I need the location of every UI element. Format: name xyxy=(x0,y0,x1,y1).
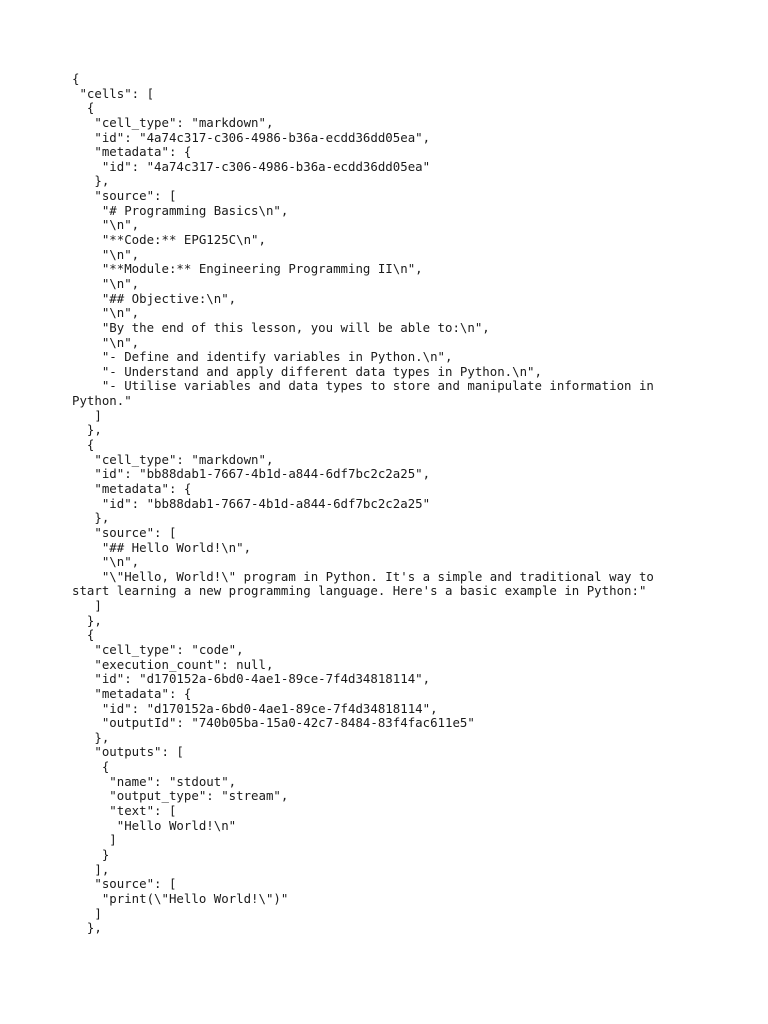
document-line: "id": "bb88dab1-7667-4b1d-a844-6df7bc2c2a25" xyxy=(72,495,431,511)
document-line: "print(\"Hello World!\")" xyxy=(72,890,289,906)
document-line: ] xyxy=(72,407,102,423)
document-line: "source": [ xyxy=(72,876,177,892)
document-line: "cell_type": "markdown", xyxy=(72,451,274,467)
document-line: "source": [ xyxy=(72,524,177,540)
document-line: { xyxy=(72,437,95,453)
document-line: "name": "stdout", xyxy=(72,773,237,789)
document-line: "cells": [ xyxy=(72,85,155,101)
document-line: Python." xyxy=(72,393,132,409)
document-line: }, xyxy=(72,510,110,526)
document-line: "metadata": { xyxy=(72,685,192,701)
document-line: { xyxy=(72,71,80,86)
document-line: "text": [ xyxy=(72,803,177,819)
document-line: }, xyxy=(72,173,110,189)
document-line: "outputs": [ xyxy=(72,744,184,760)
document-line: "output_type": "stream", xyxy=(72,788,289,804)
document-line: "cell_type": "markdown", xyxy=(72,114,274,130)
document-line: "\n", xyxy=(72,275,140,291)
document-line: "metadata": { xyxy=(72,144,192,160)
document-line: "# Programming Basics\n", xyxy=(72,202,289,218)
document-line: "\n", xyxy=(72,217,140,233)
document-line: "**Module:** Engineering Programming II\n", xyxy=(72,261,423,277)
notebook-json-document xyxy=(72,72,672,936)
document-line: "id": "bb88dab1-7667-4b1d-a844-6df7bc2c2a25", xyxy=(72,466,431,482)
document-line: "outputId": "740b05ba-15a0-42c7-8484-83f4fac611e5" xyxy=(72,715,475,731)
document-line: "## Objective:\n", xyxy=(72,290,237,306)
document-line: "By the end of this lesson, you will be able to:\n", xyxy=(72,319,490,335)
document-line: "metadata": { xyxy=(72,480,192,496)
document-line: ] xyxy=(72,905,102,921)
document-line: } xyxy=(72,846,110,862)
document-line: "execution_count": null, xyxy=(72,656,274,672)
document-line: "\n", xyxy=(72,334,140,350)
document-line: "id": "d170152a-6bd0-4ae1-89ce-7f4d34818114", xyxy=(72,700,438,716)
document-line: "Hello World!\n" xyxy=(72,817,237,833)
document-line: "- Understand and apply different data types in Python.\n", xyxy=(72,363,542,379)
document-line: "source": [ xyxy=(72,188,177,204)
document-line: }, xyxy=(72,612,102,628)
document-line: "id": "d170152a-6bd0-4ae1-89ce-7f4d34818114", xyxy=(72,671,431,687)
document-line: { xyxy=(72,100,95,116)
document-line: }, xyxy=(72,422,102,438)
document-line: "\"Hello, World!\" program in Python. It's a simple and traditional way to xyxy=(72,568,654,584)
document-line: ], xyxy=(72,861,110,877)
document-line: "id": "4a74c317-c306-4986-b36a-ecdd36dd05ea" xyxy=(72,158,431,174)
document-line: "## Hello World!\n", xyxy=(72,539,252,555)
document-line: "- Utilise variables and data types to store and manipulate information in xyxy=(72,378,654,394)
document-line: "**Code:** EPG125C\n", xyxy=(72,232,266,248)
document-line: { xyxy=(72,627,95,643)
document-line: start learning a new programming language. Here's a basic example in Python:" xyxy=(72,583,647,599)
document-line: "\n", xyxy=(72,305,140,321)
document-line: { xyxy=(72,759,110,775)
document-line: "- Define and identify variables in Python.\n", xyxy=(72,349,453,365)
document-line: }, xyxy=(72,729,110,745)
document-line: ] xyxy=(72,598,102,614)
document-line: }, xyxy=(72,920,102,936)
document-line: "id": "4a74c317-c306-4986-b36a-ecdd36dd05ea", xyxy=(72,129,431,145)
document-line: "\n", xyxy=(72,246,140,262)
document-line: ] xyxy=(72,832,117,848)
document-line: "cell_type": "code", xyxy=(72,641,244,657)
document-line: "\n", xyxy=(72,554,140,570)
